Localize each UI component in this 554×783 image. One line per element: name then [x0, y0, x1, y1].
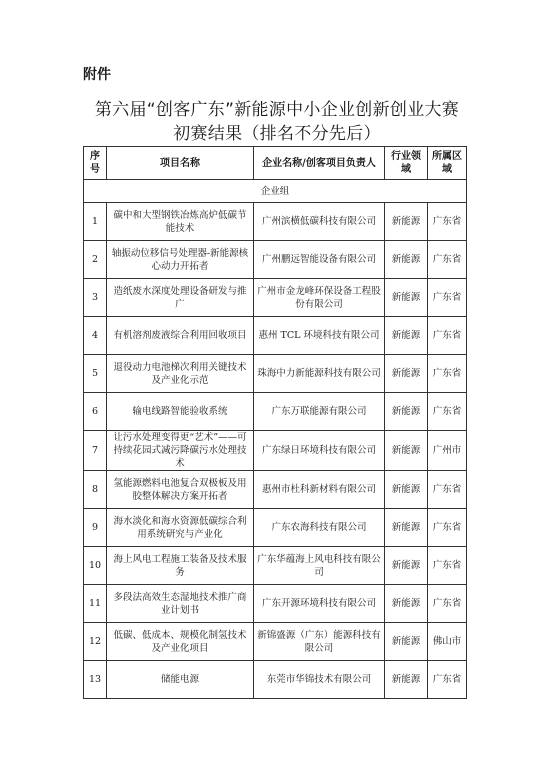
- cell-project: 海水淡化和海水资源低碳综合利用系统研究与产业化: [107, 509, 254, 547]
- table-row: [84, 203, 467, 241]
- cell-region: 广东省: [428, 471, 467, 509]
- cell-company: 广东绿日环境科技有限公司: [254, 431, 385, 471]
- cell-project: 低碳、低成本、规模化制氢技术及产业化项目: [107, 623, 254, 661]
- cell-company: 广东万联能源有限公司: [254, 393, 385, 431]
- table-row: [84, 355, 467, 393]
- cell-field: 新能源: [385, 585, 428, 623]
- cell-project: 多段法高效生态湿地技术推广商业计划书: [107, 585, 254, 623]
- cell-field: 新能源: [385, 241, 428, 279]
- table-row: [84, 317, 467, 355]
- header-field: 行业领域: [385, 147, 428, 180]
- cell-project: 让污水处理变得更“艺术”——可持续花园式减污降碳污水处理技术: [107, 431, 254, 471]
- cell-region: 广东省: [428, 585, 467, 623]
- table-row: [84, 393, 467, 431]
- cell-company: 广东农海科技有限公司: [254, 509, 385, 547]
- group-label: 企业组: [84, 180, 467, 203]
- cell-region: 广东省: [428, 661, 467, 699]
- cell-field: 新能源: [385, 431, 428, 471]
- cell-company: 广州鹏远智能设备有限公司: [254, 241, 385, 279]
- page-subtitle: 初赛结果（排名不分先后）: [173, 124, 381, 144]
- cell-field: 新能源: [385, 509, 428, 547]
- cell-region: 广东省: [428, 355, 467, 393]
- cell-no: 3: [84, 279, 107, 317]
- cell-project: 海上风电工程施工装备及技术服务: [107, 547, 254, 585]
- cell-field: 新能源: [385, 203, 428, 241]
- cell-field: 新能源: [385, 393, 428, 431]
- cell-project: 造纸废水深度处理设备研发与推广: [107, 279, 254, 317]
- cell-no: 10: [84, 547, 107, 585]
- cell-company: 广州市金龙峰环保设备工程股份有限公司: [254, 279, 385, 317]
- cell-region: 广东省: [428, 241, 467, 279]
- cell-field: 新能源: [385, 661, 428, 699]
- cell-no: 2: [84, 241, 107, 279]
- cell-project: 有机溶剂废液综合利用回收项目: [107, 317, 254, 355]
- cell-no: 7: [84, 431, 107, 471]
- cell-no: 4: [84, 317, 107, 355]
- cell-region: 广东省: [428, 509, 467, 547]
- cell-company: 惠州 TCL 环境科技有限公司: [254, 317, 385, 355]
- cell-region: 广东省: [428, 203, 467, 241]
- cell-field: 新能源: [385, 547, 428, 585]
- cell-company: 广州滨横低碳科技有限公司: [254, 203, 385, 241]
- cell-region: 广东省: [428, 317, 467, 355]
- cell-no: 1: [84, 203, 107, 241]
- table-header-row: [84, 147, 467, 180]
- group-row: [84, 180, 467, 203]
- cell-project: 氢能源燃料电池复合双极板及用胶整体解决方案开拓者: [107, 471, 254, 509]
- cell-project: 储能电源: [107, 661, 254, 699]
- cell-region: 广东省: [428, 279, 467, 317]
- table-row: [84, 471, 467, 509]
- cell-project: 轴振动位移信号处理器-新能源核心动力开拓者: [107, 241, 254, 279]
- header-company: 企业名称/创客项目负责人: [254, 147, 385, 180]
- cell-region: 广东省: [428, 393, 467, 431]
- table-row: [84, 661, 467, 699]
- cell-field: 新能源: [385, 471, 428, 509]
- table-row: [84, 623, 467, 661]
- table-row: [84, 547, 467, 585]
- cell-no: 6: [84, 393, 107, 431]
- table-row: [84, 509, 467, 547]
- header-region: 所属区域: [428, 147, 467, 180]
- results-table: [83, 146, 467, 699]
- cell-project: 碳中和大型钢铁冶炼高炉低碳节能技术: [107, 203, 254, 241]
- cell-field: 新能源: [385, 623, 428, 661]
- cell-field: 新能源: [385, 355, 428, 393]
- cell-company: 广东开源环境科技有限公司: [254, 585, 385, 623]
- cell-no: 11: [84, 585, 107, 623]
- cell-company: 新锦盛源（广东）能源科技有限公司: [254, 623, 385, 661]
- cell-company: 广东华蕴海上风电科技有限公司: [254, 547, 385, 585]
- cell-no: 9: [84, 509, 107, 547]
- cell-region: 广州市: [428, 431, 467, 471]
- attachment-label: 附件: [83, 67, 111, 83]
- header-no: 序号: [84, 147, 107, 180]
- table-row: [84, 585, 467, 623]
- cell-project: 输电线路智能验收系统: [107, 393, 254, 431]
- cell-no: 5: [84, 355, 107, 393]
- cell-company: 珠海中力新能源科技有限公司: [254, 355, 385, 393]
- table-row: [84, 279, 467, 317]
- cell-no: 12: [84, 623, 107, 661]
- cell-field: 新能源: [385, 317, 428, 355]
- page-title: 第六届“创客广东”新能源中小企业创新创业大赛: [94, 100, 460, 120]
- table-row: [84, 431, 467, 471]
- table-row: [84, 241, 467, 279]
- cell-field: 新能源: [385, 279, 428, 317]
- cell-no: 13: [84, 661, 107, 699]
- cell-company: 惠州市杜科新材料有限公司: [254, 471, 385, 509]
- cell-region: 广东省: [428, 547, 467, 585]
- cell-company: 东莞市华锦技术有限公司: [254, 661, 385, 699]
- cell-region: 佛山市: [428, 623, 467, 661]
- cell-project: 退役动力电池梯次利用关键技术及产业化示范: [107, 355, 254, 393]
- header-project: 项目名称: [107, 147, 254, 180]
- cell-no: 8: [84, 471, 107, 509]
